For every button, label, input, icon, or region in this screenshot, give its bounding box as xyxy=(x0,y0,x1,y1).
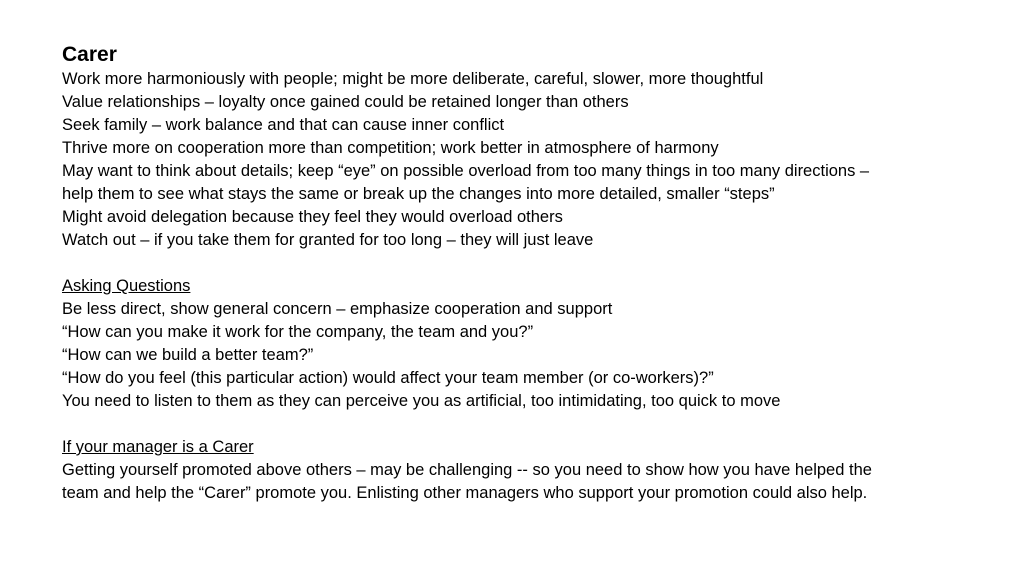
asking-questions-line: “How can you make it work for the company, the team and you?” xyxy=(62,323,534,341)
intro-line: Watch out – if you take them for granted for too long – they will just leave xyxy=(62,231,594,249)
intro-line: Seek family – work balance and that can cause inner conflict xyxy=(62,116,505,134)
asking-questions-heading: Asking Questions xyxy=(62,277,191,295)
intro-line: Thrive more on cooperation more than competition; work better in atmosphere of harmony xyxy=(62,139,719,157)
intro-line: May want to think about details; keep “eye” on possible overload from too many things in too many directions – xyxy=(62,162,870,180)
intro-section xyxy=(62,68,962,252)
manager-heading: If your manager is a Carer xyxy=(62,438,254,456)
slide-title: Carer xyxy=(62,43,117,66)
intro-line: Might avoid delegation because they feel they would overload others xyxy=(62,208,563,226)
asking-questions-line: “How can we build a better team?” xyxy=(62,346,314,364)
intro-line: Value relationships – loyalty once gained could be retained longer than others xyxy=(62,93,629,111)
manager-section xyxy=(62,436,962,505)
asking-questions-section xyxy=(62,275,962,413)
intro-line: help them to see what stays the same or break up the changes into more detailed, smaller “steps” xyxy=(62,185,775,203)
slide-content xyxy=(62,42,962,505)
asking-questions-line: You need to listen to them as they can perceive you as artificial, too intimidating, too quick to move xyxy=(62,392,781,410)
section-spacer xyxy=(62,252,962,275)
asking-questions-line: “How do you feel (this particular action) would affect your team member (or co-workers)?” xyxy=(62,369,714,387)
asking-questions-line: Be less direct, show general concern – emphasize cooperation and support xyxy=(62,300,613,318)
manager-line: Getting yourself promoted above others – may be challenging -- so you need to show how you have helped the xyxy=(62,461,872,479)
manager-line: team and help the “Carer” promote you. Enlisting other managers who support your promotion could also help. xyxy=(62,484,868,502)
section-spacer xyxy=(62,413,962,436)
intro-line: Work more harmoniously with people; might be more deliberate, careful, slower, more thoughtful xyxy=(62,70,764,88)
